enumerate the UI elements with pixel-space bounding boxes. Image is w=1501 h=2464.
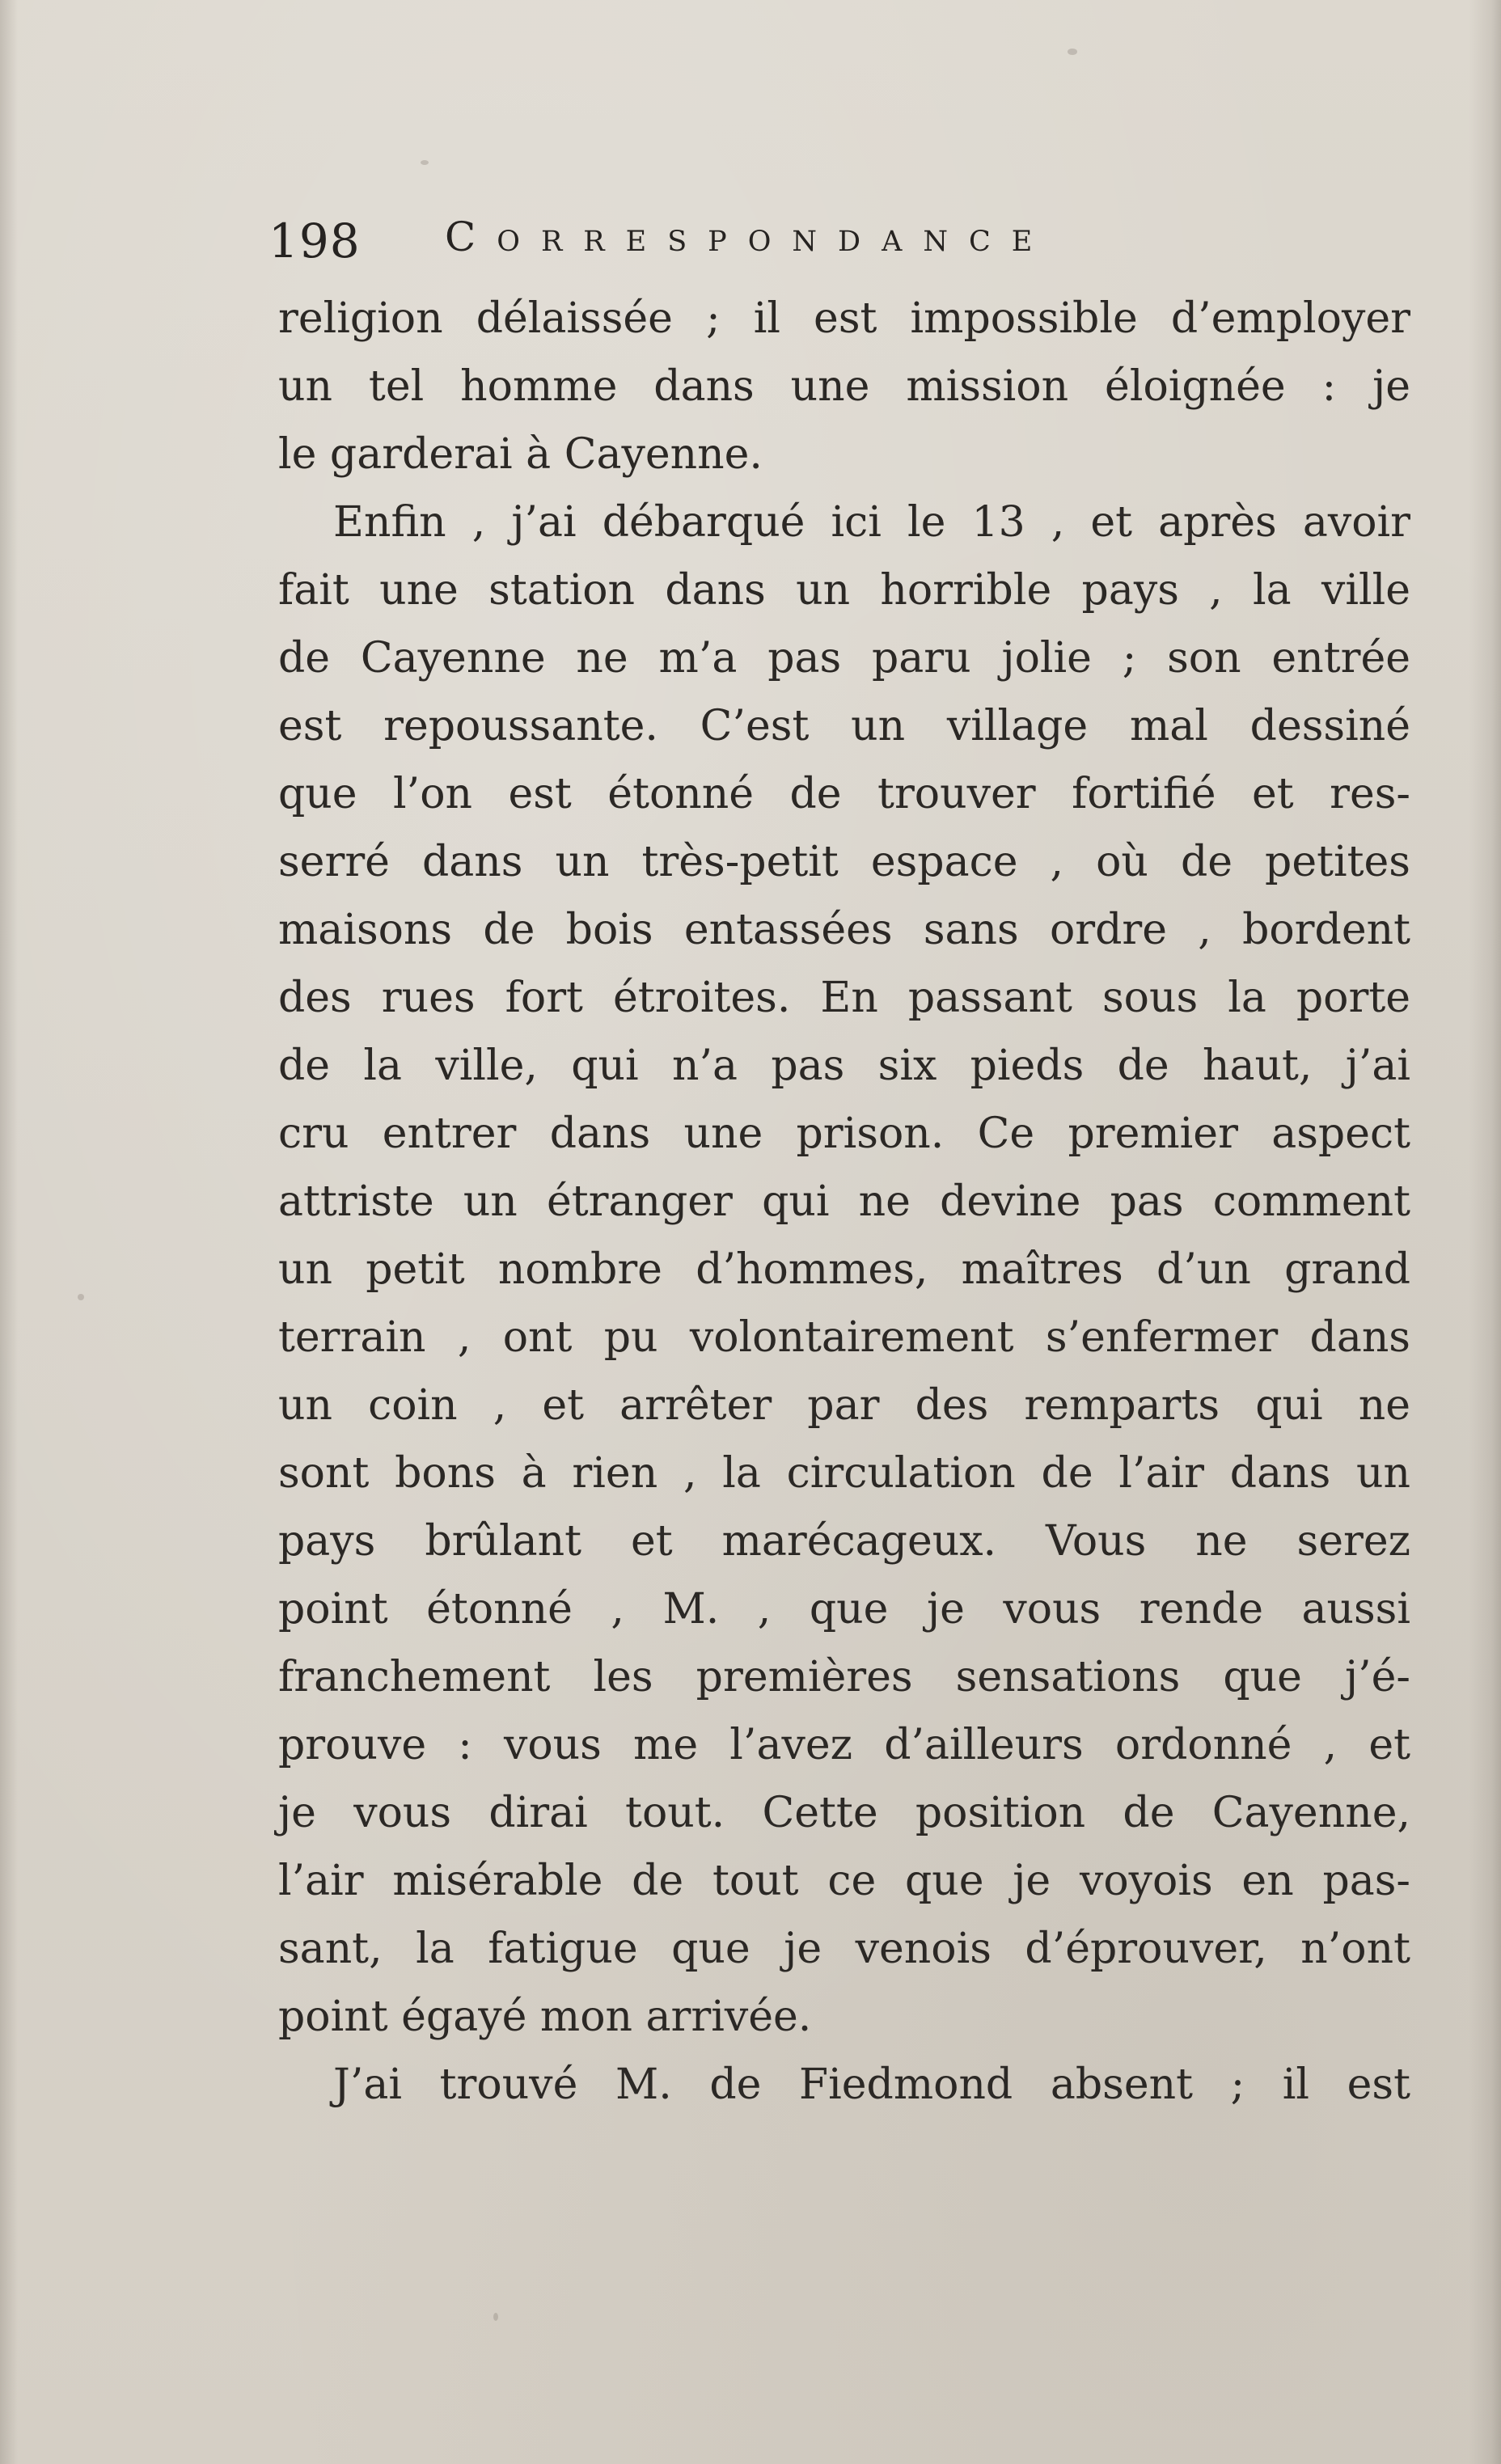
text-line: je vous dirai tout. Cette position de Cayenne, [278, 1789, 1410, 1837]
text-line: un tel homme dans une mission éloignée : je [278, 362, 1410, 411]
body-text [278, 285, 1410, 2119]
text-line: que l’on est étonné de trouver fortifié et res- [278, 770, 1410, 818]
text-line: est repoussante. C’est un village mal dessiné [278, 702, 1410, 750]
text-line: J’ai trouvé M. de Fiedmond absent ; il est [333, 2060, 1410, 2109]
text-line: fait une station dans un horrible pays , la ville [278, 566, 1410, 615]
text-line: un coin , et arrêter par des remparts qui ne [278, 1381, 1410, 1430]
text-line: des rues fort étroites. En passant sous la porte [278, 974, 1410, 1022]
page-gutter-shadow [1469, 0, 1501, 2464]
page-header [268, 209, 1401, 273]
text-line: Enfin , j’ai débarqué ici le 13 , et après avoir [333, 498, 1410, 547]
text-line: cru entrer dans une prison. Ce premier aspect [278, 1109, 1410, 1158]
text-line: sant, la fatigue que je venois d’éprouver, n’ont [278, 1925, 1410, 1973]
page-left-edge-shadow [0, 0, 18, 2464]
running-head: Correspondance [445, 213, 1054, 260]
text-line: point égayé mon arrivée. [278, 1993, 812, 2041]
text-line: pays brûlant et marécageux. Vous ne serez [278, 1517, 1410, 1566]
text-line: religion délaissée ; il est impossible d’employer [278, 294, 1410, 343]
text-line: un petit nombre d’hommes, maîtres d’un grand [278, 1245, 1410, 1294]
text-line: le garderai à Cayenne. [278, 430, 763, 479]
text-line: prouve : vous me l’avez d’ailleurs ordonné , et [278, 1721, 1410, 1769]
text-line: attriste un étranger qui ne devine pas comment [278, 1177, 1410, 1226]
text-line: franchement les premières sensations que j’é- [278, 1653, 1410, 1701]
text-line: maisons de bois entassées sans ordre , bordent [278, 906, 1410, 954]
paper-speck [1068, 49, 1077, 55]
text-line: point étonné , M. , que je vous rende aussi [278, 1585, 1410, 1634]
text-line: serré dans un très-petit espace , où de petites [278, 838, 1410, 886]
paper-speck [78, 1294, 84, 1300]
text-line: l’air misérable de tout ce que je voyois en pas- [278, 1857, 1410, 1905]
paper-speck [493, 2313, 498, 2321]
paper-speck [421, 160, 429, 165]
text-line: de la ville, qui n’a pas six pieds de haut, j’ai [278, 1042, 1410, 1090]
page-number: 198 [268, 213, 361, 268]
text-line: sont bons à rien , la circulation de l’air dans un [278, 1449, 1410, 1498]
text-line: terrain , ont pu volontairement s’enfermer dans [278, 1313, 1410, 1362]
text-line: de Cayenne ne m’a pas paru jolie ; son entrée [278, 634, 1410, 683]
